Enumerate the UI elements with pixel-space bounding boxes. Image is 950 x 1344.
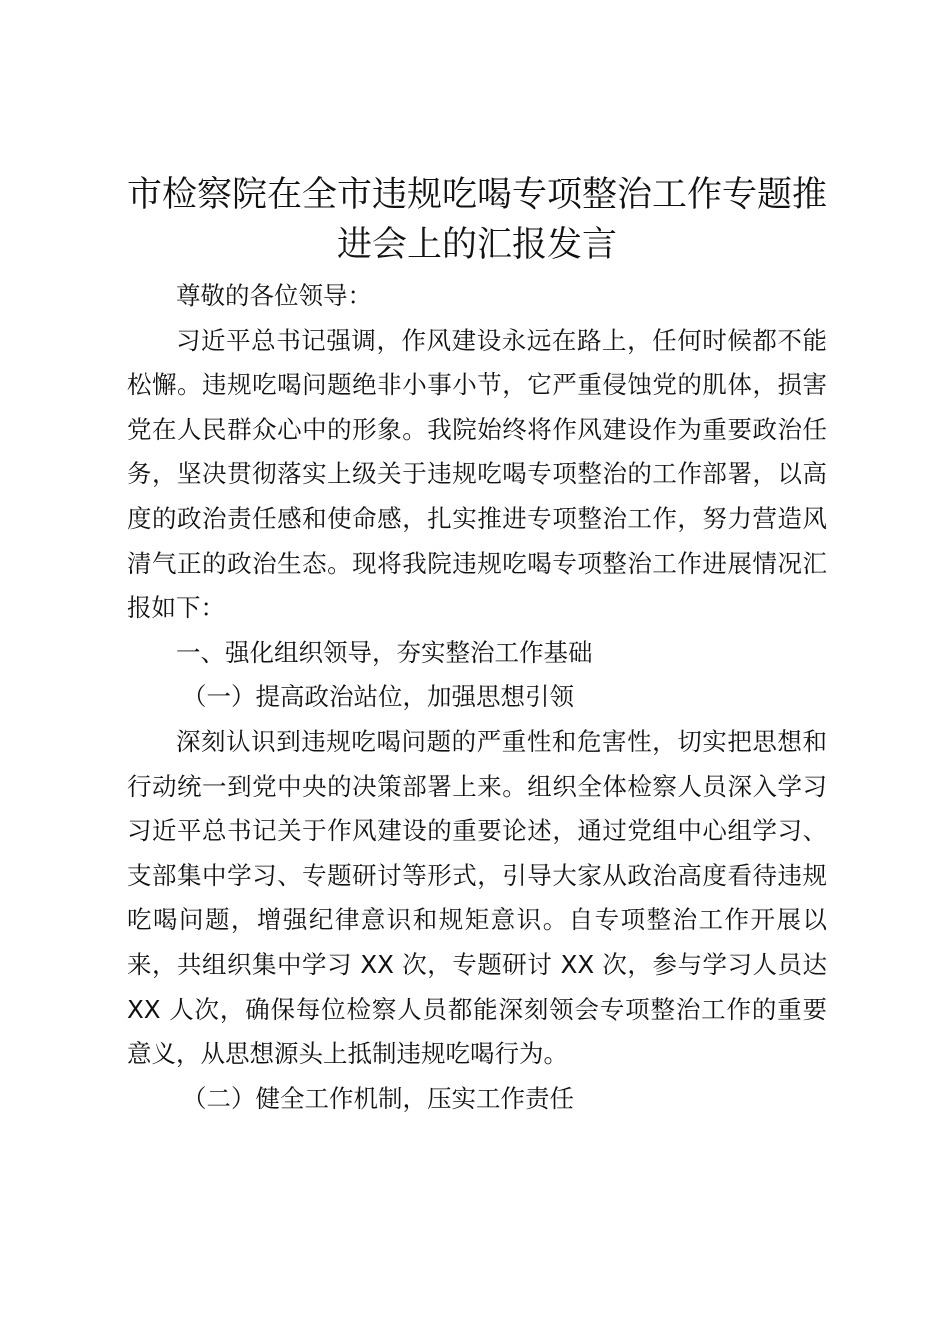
section-heading-1: 一、强化组织领导，夯实整治工作基础 [176,637,593,667]
document-title: 市检察院在全市违规吃喝专项整治工作专题推进会上的汇报发言 [127,175,828,265]
intro-paragraph: 习近平总书记强调，作风建设永远在路上，任何时候都不能松懈。违规吃喝问题绝非小事小节，它严重侵蚀党的肌体，损害党在人民群众心中的形象。我院始终将作风建设作为重要政治任务，坚决贯彻落实上级关于违规吃喝专项整治的工作部署，以高度的政治责任感和使命感，扎实推进专项整治工作，努力营造风清气正的政治生态。现将我院违规吃喝专项整治工作进展情况汇报如下： [127,325,827,623]
subsection-1-paragraph: 深刻认识到违规吃喝问题的严重性和危害性，切实把思想和行动统一到党中央的决策部署上来。组织全体检察人员深入学习习近平总书记关于作风建设的重要论述，通过党组中心组学习、支部集中学习、专题研讨等形式，引导大家从政治高度看待违规吃喝问题，增强纪律意识和规矩意识。自专项整治工作开展以来，共组织集中学习 XX 次，专题研讨 XX 次，参与学习人员达 XX 人次，确保每位检察人员都能深刻领会专项整治工作的重要意义，从思想源头上抵制违规吃喝行为。 [127,726,827,1069]
subsection-heading-1: （一）提高政治站位，加强思想引领 [182,682,574,712]
document-body [127,274,827,1121]
subsection-heading-2: （二）健全工作机制，压实工作责任 [182,1083,574,1113]
document-page [127,170,827,1121]
salutation: 尊敬的各位领导： [176,281,372,310]
